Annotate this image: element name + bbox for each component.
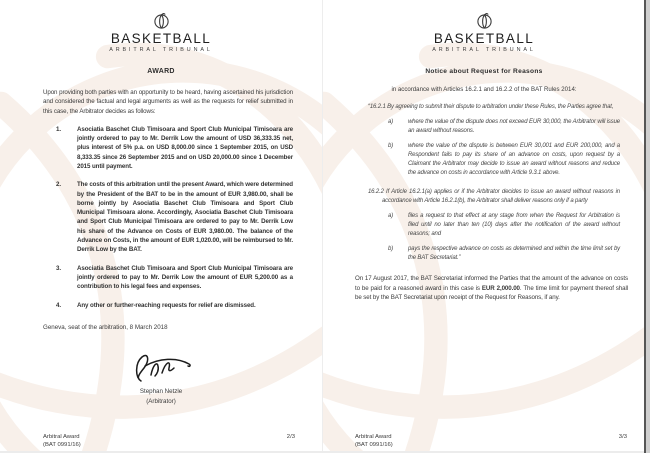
footer-doc-title: Arbitral Award — [355, 434, 392, 441]
page-award — [0, 0, 322, 453]
advance-amount: EUR 2,000.00 — [481, 284, 520, 292]
notice-heading: Notice about Request for Reasons — [425, 67, 543, 75]
scan-right-edge-line — [644, 0, 646, 453]
advance-text-post: . The time limit for payment thereof shall be set by the BAT Secretariat upon receipt of the Request for Reasons, if any. — [355, 284, 629, 302]
rule-item-text: where the value of the dispute does not exceed EUR 30,000, the Arbitrator will issue an award without reasons. — [408, 118, 620, 134]
item-number: 3. — [56, 264, 61, 272]
page-notice — [322, 0, 645, 453]
footer-left — [43, 434, 81, 450]
arbitrator-role: (Arbitrator) — [146, 398, 176, 406]
rule-item-marker: a) — [388, 118, 394, 125]
footer-page-number: 2/3 — [286, 434, 295, 441]
rule-16-2-1-lead: “16.2.1 By agreeing to submit their dispute to arbitration under these Rules, the Parties agree that, — [368, 103, 614, 110]
scales-basketball-icon — [152, 11, 171, 30]
award-item-2 — [56, 180, 293, 254]
item-text: The costs of this arbitration until the present Award, which were determined by the President of the BAT to be in the amount of EUR 3,980.00, shall be borne jointly by Asociatia Baschet Club Timisoara and Sport Club Municipal Timisoara alone. Accordingly, Asociatia Baschet Club Timisoara and Sport Club Municipal Timisoara are ordered to pay to Mr. Derrik Low his share of the Advance on Costs of EUR 3,980.00. The balance of the Advance on Costs, in the amount of EUR 1,020.00, will be reimbursed to Mr. Derrik Low by the BAT. — [77, 181, 293, 254]
footer-case-number: (BAT 0991/16) — [43, 442, 81, 449]
bat-logo — [323, 0, 645, 53]
rule-16-2-2-lead: 16.2.2 If Article 16.2.1(a) applies or if the Arbitrator decides to issue an award without reasons in accordance with Article 16.2.1(b), the Arbitrator shall deliver reasons only if a party — [368, 188, 620, 204]
rule-item-marker: b) — [388, 245, 394, 252]
rule-16-2-1-item-a — [388, 118, 620, 136]
rule-16-2-1-item-b — [388, 142, 620, 178]
rule-item-marker: b) — [388, 142, 394, 149]
rule-item-marker: a) — [388, 212, 394, 219]
item-text: Asociatia Baschet Club Timisoara and Sport Club Municipal Timisoara are jointly ordered to pay to Mr. Derrik Low the amount of USD 36,333.35 net, plus interest of 5% p.a. on USD 8,000.00 since 1 September 2015, on USD 8,333.35 since 26 September 2015 and on USD 20,000.00 since 1 December 2015 until payment. — [77, 125, 293, 170]
notice-subheading: in accordance with Articles 16.2.1 and 16.2.2 of the BAT Rules 2014: — [391, 85, 577, 93]
item-number: 4. — [56, 301, 61, 309]
logo-subtitle-text: ARBITRAL TRIBUNAL — [432, 46, 536, 53]
signature-scrawl-icon — [127, 351, 195, 385]
rule-item-text: where the value of the dispute is between EUR 30,001 and EUR 200,000, and a Respondent fails to pay its share of an advance on costs, upon request by a Claimant the Arbitrator may decide to issue an award without reasons and reduce the advance on costs in accordance with Article 9.3.1 above. — [408, 142, 620, 176]
bat-logo — [0, 0, 322, 53]
page-footer — [355, 434, 627, 450]
award-item-1 — [56, 125, 293, 171]
rule-item-text: pays the respective advance on costs as determined and within the time limit set by the BAT Secretariat.” — [408, 245, 620, 261]
footer-page-number: 3/3 — [618, 434, 627, 441]
award-item-3 — [56, 264, 293, 292]
rule-16-2-2-item-a — [388, 212, 620, 239]
scales-basketball-icon — [475, 11, 494, 30]
advance-text-pre: On 17 August 2017, the BAT Secretariat informed the Parties that the amount of the advance on costs to be paid for a reasoned award in this case is — [355, 274, 628, 292]
advance-on-costs-paragraph — [355, 274, 628, 303]
rule-item-text: files a request to that effect at any stage from when the Request for Arbitration is filed until no later than ten (10) days after the notification of the award without reasons; and — [408, 212, 620, 237]
place-and-date: Geneva, seat of the arbitration, 8 March 2018 — [43, 323, 168, 331]
logo-subtitle-text: ARBITRAL TRIBUNAL — [109, 46, 213, 53]
award-heading: AWARD — [147, 67, 175, 75]
scan-right-edge-shadow — [646, 0, 650, 453]
award-intro-paragraph: Upon providing both parties with an opportunity to be heard, having ascertained his jurisdiction and considered the factual and legal arguments as well as the requests for relief submitted in this case, the Arbitrator decides as follows: — [43, 88, 293, 115]
footer-left — [355, 434, 393, 450]
item-number: 2. — [56, 181, 61, 189]
footer-case-number: (BAT 0991/16) — [355, 442, 393, 449]
logo-brand-text: BASKETBALL — [433, 31, 535, 46]
rule-16-2-2-item-b — [388, 245, 620, 263]
award-item-4 — [56, 301, 293, 310]
item-number: 1. — [56, 125, 61, 133]
item-text: Asociatia Baschet Club Timisoara and Sport Club Municipal Timisoara are jointly ordered to pay to Mr. Derrik Low the amount of EUR 5,200.00 as a contribution to his legal fees and expenses. — [77, 264, 293, 291]
item-text: Any other or further-reaching requests for relief are dismissed. — [77, 301, 256, 309]
arbitrator-name: Stephan Netzle — [139, 388, 183, 395]
footer-doc-title: Arbitral Award — [43, 434, 80, 441]
signature-block — [0, 351, 322, 405]
logo-brand-text: BASKETBALL — [110, 31, 212, 46]
page-footer — [43, 434, 295, 450]
